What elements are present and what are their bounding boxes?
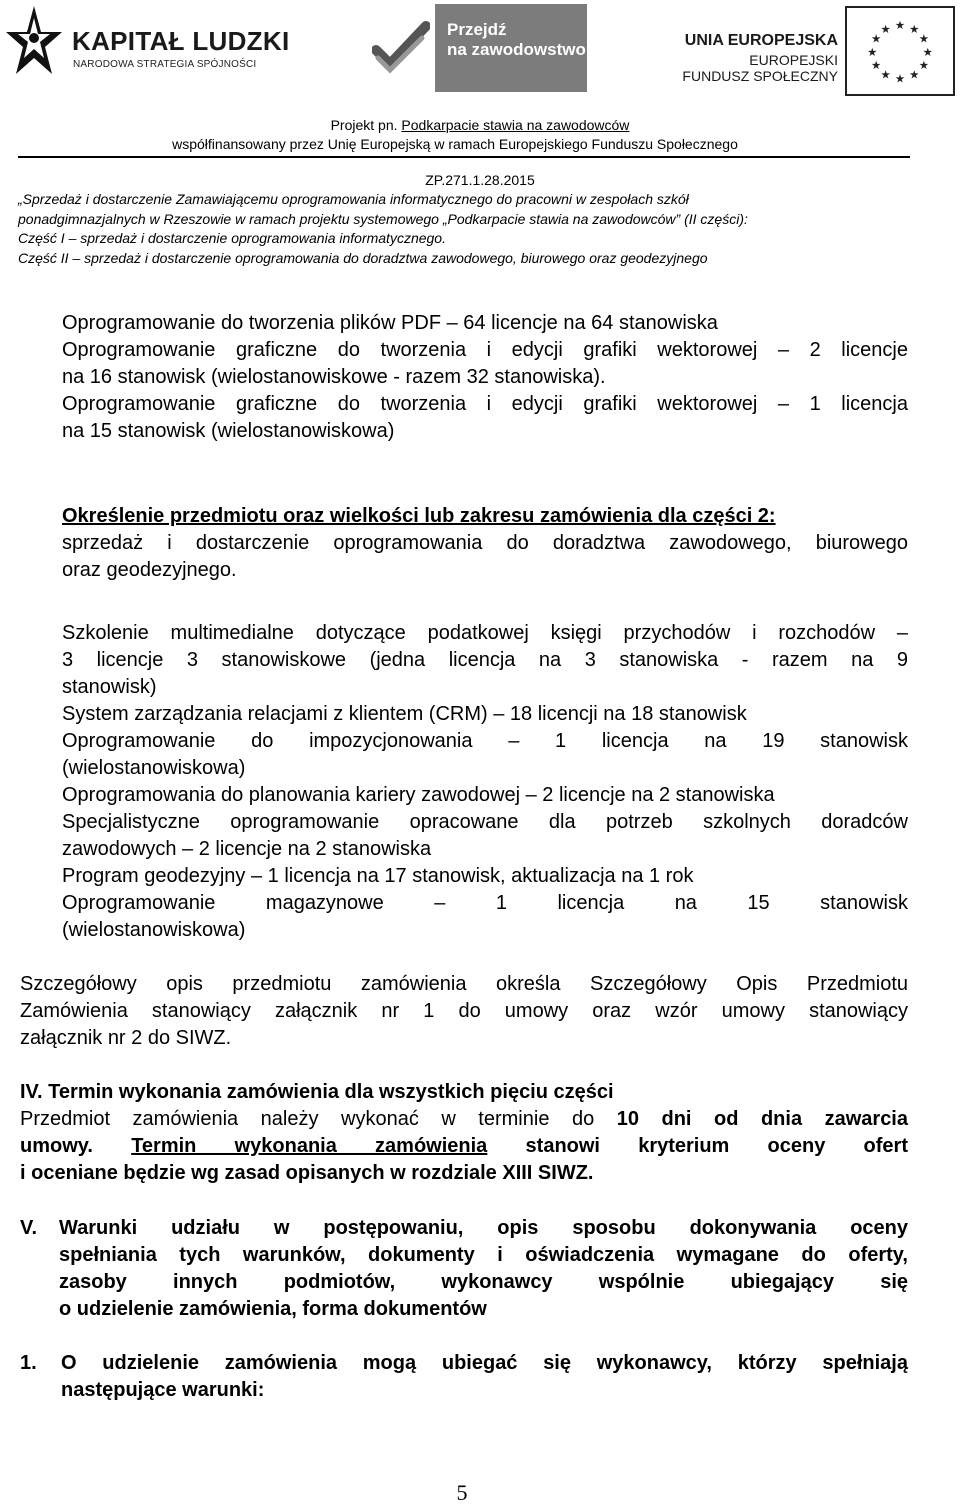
page-number: 5 [456, 1480, 468, 1505]
kapital-ludzki-subtitle: NARODOWA STRATEGIA SPÓJNOŚCI [73, 59, 257, 70]
kapital-ludzki-star-icon [4, 4, 64, 84]
heading-line: spełniania tych warunków, dokumenty i oświadczenia wymagane do oferty, [59, 1244, 908, 1266]
ue-line-2: FUNDUSZ SPOŁECZNY [682, 68, 838, 84]
heading-line: o udzielenie zamówienia, forma dokumentów [59, 1298, 487, 1320]
deadline-contract: umowy. [20, 1135, 93, 1157]
description-line: „Sprzedaż i dostarczenie Zamawiającemu oprogramowania informatycznego do pracowni w zespołach szkół [18, 191, 689, 207]
part2-items [62, 620, 908, 944]
case-number: ZP.271.1.28.2015 [425, 172, 535, 188]
description-line: ponadgimnazjalnych w Rzeszowie w ramach projektu systemowego „Podkarpacie stawia na zawodowców” (II części): [18, 210, 748, 227]
item-line: następujące warunki: [61, 1379, 265, 1401]
pnz-line-1: Przejdź [447, 20, 507, 39]
logo-strip [0, 0, 960, 100]
paragraph-line: Zamówienia stanowiący załącznik nr 1 do umowy oraz wzór umowy stanowiący [20, 1000, 908, 1022]
detail-paragraph [20, 971, 908, 1052]
item-number: 1. [20, 1352, 37, 1374]
project-header [0, 116, 960, 154]
svg-text:★: ★ [909, 21, 920, 36]
svg-text:★: ★ [870, 58, 882, 73]
header-divider [18, 156, 910, 158]
svg-text:★: ★ [880, 21, 891, 36]
list-item: stanowisk) [62, 676, 157, 698]
eu-flag-icon [845, 6, 955, 96]
svg-text:★: ★ [918, 58, 930, 73]
section-heading: IV. Termin wykonania zamówienia dla wszystkich pięciu części [20, 1081, 614, 1103]
list-item: Oprogramowanie do impozycjonowania – 1 licencja na 19 stanowisk [62, 730, 908, 752]
kapital-ludzki-logo [4, 4, 290, 88]
deadline-criterion: Termin wykonania zamówienia [131, 1135, 488, 1157]
paragraph-line [20, 1133, 908, 1160]
ue-line-1: EUROPEJSKI [749, 52, 838, 68]
list-item: System zarządzania relacjami z klientem (CRM) – 18 licencji na 18 stanowisk [62, 703, 747, 725]
pnz-line-2: na zawodowstwo [447, 40, 586, 59]
section-part2-scope [62, 503, 908, 584]
svg-text:★: ★ [880, 67, 891, 82]
heading-line: Warunki udziału w postępowaniu, opis sposobu dokonywania oceny [59, 1217, 908, 1239]
section-heading: Określenie przedmiotu oraz wielkości lub zakresu zamówienia dla części 2: [62, 505, 776, 527]
svg-text:★: ★ [909, 67, 920, 82]
checkmark-logo-icon [372, 20, 430, 76]
heading-line: zasoby innych podmiotów, wykonawcy wspólnie ubiegający się [59, 1271, 908, 1293]
svg-text:★: ★ [894, 18, 906, 33]
svg-text:★: ★ [922, 44, 933, 59]
section-iv-deadline [20, 1079, 908, 1187]
deadline-criterion-rest: stanowi kryterium oceny ofert [525, 1135, 909, 1157]
procurement-description [18, 190, 918, 268]
unia-europejska-text-logo [680, 28, 838, 88]
list-item: Oprogramowanie graficzne do tworzenia i edycji grafiki wektorowej – 1 licencja [62, 393, 908, 415]
section-number: V. [20, 1217, 38, 1239]
list-item: zawodowych – 2 licencje na 2 stanowiska [62, 838, 432, 860]
svg-text:★: ★ [867, 44, 878, 59]
paragraph-line: oraz geodezyjnego. [62, 559, 237, 581]
list-item: (wielostanowiskowa) [62, 757, 246, 779]
list-item: Szkolenie multimedialne dotyczące podatkowej księgi przychodów i rozchodów – [62, 622, 908, 644]
paragraph-line: załącznik nr 2 do SIWZ. [20, 1027, 232, 1049]
item-line: O udzielenie zamówienia mogą ubiegać się wykonawcy, którzy spełniają [61, 1352, 908, 1374]
description-line: Część II – sprzedaż i dostarczenie oprogramowania do doradztwa zawodowego, biurowego oraz geodezyjnego [18, 249, 708, 266]
list-item: Program geodezyjny – 1 licencja na 17 stanowisk, aktualizacja na 1 rok [62, 865, 694, 887]
list-item: Oprogramowania do planowania kariery zawodowej – 2 licencje na 2 stanowiska [62, 784, 775, 806]
kapital-ludzki-title: KAPITAŁ LUDZKI [72, 26, 290, 56]
part1-items [62, 310, 908, 445]
deadline-text: Przedmiot zamówienia należy wykonać w terminie do [20, 1108, 617, 1130]
cofinanced-line: współfinansowany przez Unię Europejską w ramach Europejskiego Funduszu Społecznego [172, 136, 738, 152]
list-item: Oprogramowanie magazynowe – 1 licencja na 15 stanowisk [62, 892, 908, 914]
description-line: Część I – sprzedaż i dostarczenie oprogramowania informatycznego. [18, 230, 446, 246]
list-item: (wielostanowiskowa) [62, 919, 246, 941]
deadline-days: 10 dni od dnia zawarcia [616, 1108, 908, 1130]
paragraph-line [20, 1106, 908, 1133]
svg-text:★: ★ [894, 71, 906, 86]
svg-text:★: ★ [870, 31, 882, 46]
project-name: Podkarpacie stawia na zawodowców [401, 117, 630, 133]
list-item: Specjalistyczne oprogramowanie opracowane dla potrzeb szkolnych doradców [62, 811, 908, 833]
paragraph-line: Szczegółowy opis przedmiotu zamówienia określa Szczegółowy Opis Przedmiotu [20, 973, 908, 995]
ue-title: UNIA EUROPEJSKA [684, 32, 838, 49]
section-heading [59, 1215, 908, 1323]
list-item: 3 licencje 3 stanowiskowe (jedna licencja na 3 stanowiska - razem na 9 [62, 649, 908, 671]
svg-text:★: ★ [918, 31, 930, 46]
list-item: Oprogramowanie do tworzenia plików PDF – 64 licencje na 64 stanowiska [62, 312, 718, 334]
paragraph-line: sprzedaż i dostarczenie oprogramowania do doradztwa zawodowego, biurowego [62, 532, 908, 554]
list-item: na 16 stanowisk (wielostanowiskowe - razem 32 stanowiska). [62, 366, 606, 388]
list-item: Oprogramowanie graficzne do tworzenia i edycji grafiki wektorowej – 2 licencje [62, 339, 908, 361]
item-text [61, 1350, 908, 1404]
project-title-line [0, 116, 960, 135]
paragraph-line: i oceniane będzie wg zasad opisanych w rozdziale XIII SIWZ. [20, 1162, 594, 1184]
project-prefix: Projekt pn. [330, 117, 402, 133]
list-item: na 15 stanowisk (wielostanowiskowa) [62, 420, 395, 442]
przejdz-na-zawodowstwo-logo [435, 4, 587, 92]
